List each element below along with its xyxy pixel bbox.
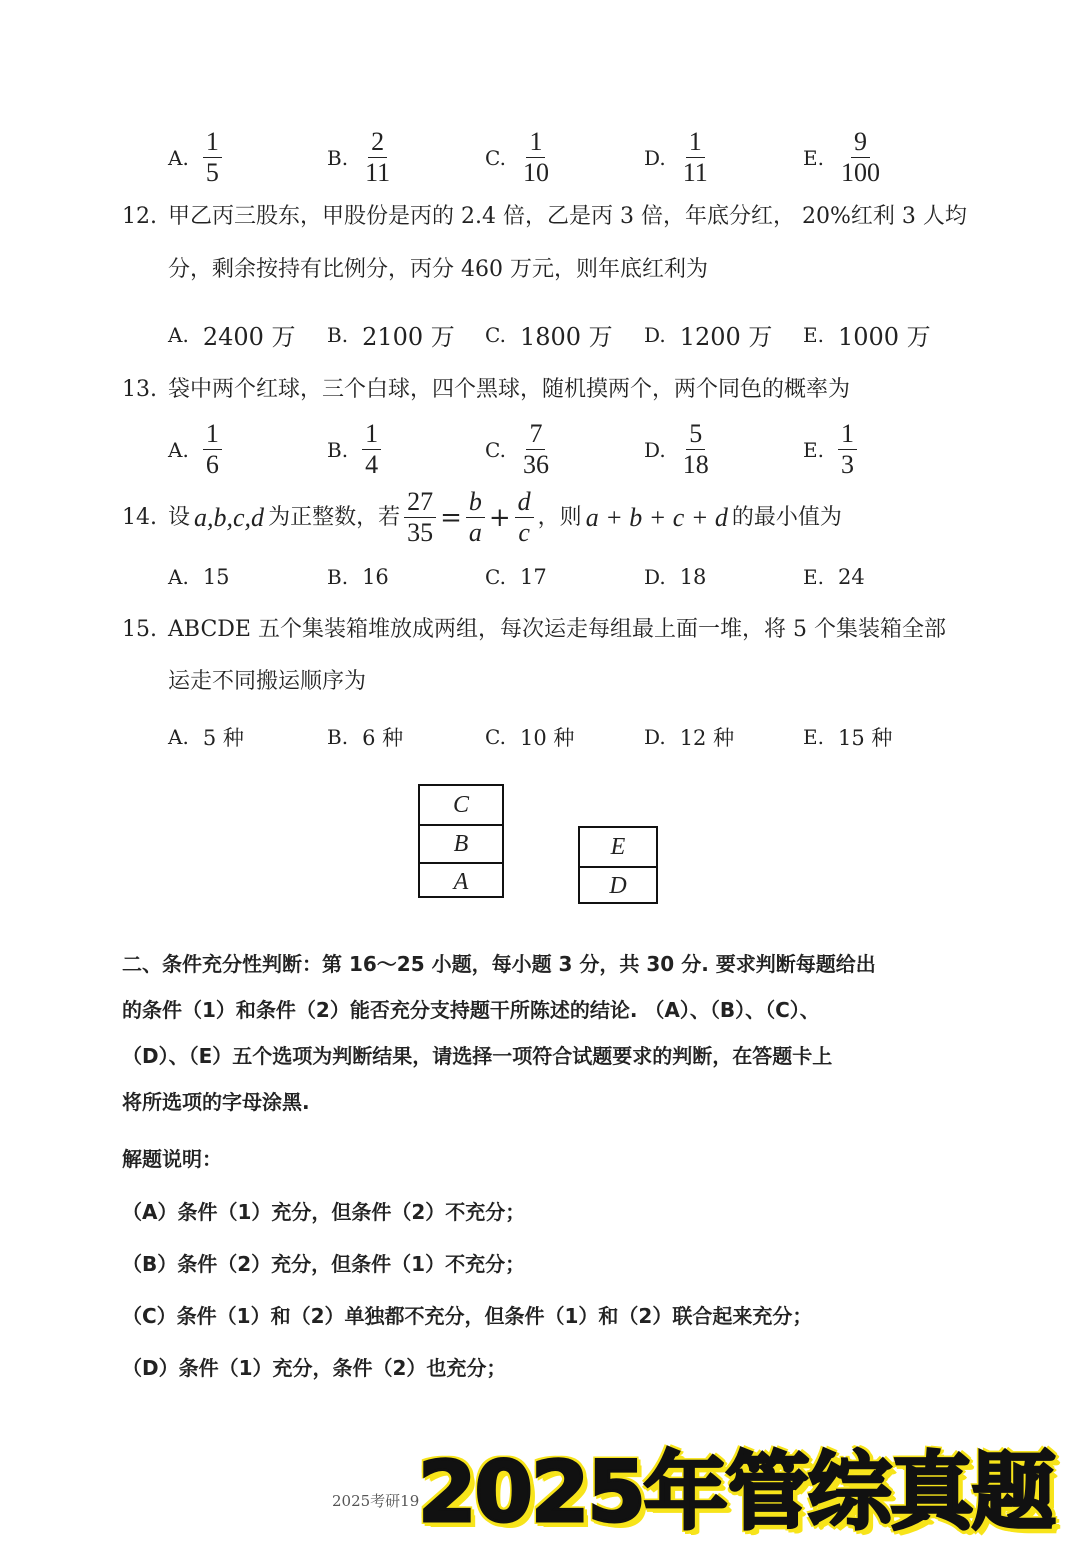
q12-text-line2: 分，剩余按持有比例分，丙分 460 万元，则年底红利为 <box>168 257 708 282</box>
q15-number: 15. <box>122 617 157 642</box>
option-label: E. <box>803 145 824 170</box>
container-stack-1 <box>418 784 504 898</box>
container-e: E <box>610 833 626 860</box>
instruction-d: （D）条件（1）充分，条件（2）也充分； <box>122 1356 507 1380</box>
page-footer: 2025考研19 <box>332 1492 420 1510</box>
q14-sum: a + b + c + d <box>585 502 728 532</box>
q12-option-b: B. 2100 万 <box>327 322 455 351</box>
container-d: D <box>580 866 656 904</box>
q13-option-d: D. $\frac{5}{18}$ <box>644 420 712 479</box>
title-banner: 2025年管综真题 <box>418 1443 1054 1541</box>
q15-option-b: B. 6 种 <box>327 725 404 750</box>
section2-intro-line3: （D）、（E）五个选项为判断结果，请选择一项符合试题要求的判断，在答题卡上 <box>122 1044 833 1068</box>
fraction: $\frac{5}{18}$ <box>682 419 709 479</box>
fraction: $\frac{d}{c}$ <box>515 488 534 547</box>
q13-option-b: B. $\frac{1}{4}$ <box>327 420 381 479</box>
q13-option-e: E. $\frac{1}{3}$ <box>803 420 857 479</box>
q14-text: 设 a,b,c,d 为正整数，若 $\frac{27}{35}$ = $\frac{b}{a}$ + $\frac{d}{c}$ ，则 a + b + c + d 的最小值为 <box>168 487 842 547</box>
q14-option-a: A. 15 <box>168 565 230 589</box>
instruction-a: （A）条件（1）充分，但条件（2）不充分； <box>122 1200 526 1224</box>
q11-option-d <box>644 128 711 187</box>
fraction: $\frac{1}{6}$ <box>203 420 222 479</box>
q12-text-line1: 甲乙丙三股东，甲股份是丙的 2.4 倍，乙是丙 3 倍，年底分红， 20%红利 3 人均 <box>168 204 967 229</box>
q12-option-e: E. 1000 万 <box>803 322 931 351</box>
q13-option-c: C. $\frac{7}{36}$ <box>485 420 552 479</box>
option-label: C. <box>485 145 506 170</box>
q11-option-a <box>168 128 222 187</box>
fraction: $\frac{2}{11}$ <box>365 127 391 187</box>
q12-option-a: A. 2400 万 <box>168 322 296 351</box>
q15-option-c: C. 10 种 <box>485 725 575 750</box>
q12-option-d: D. 1200 万 <box>644 322 773 351</box>
q11-option-b <box>327 128 393 187</box>
container-stack-2 <box>578 826 658 904</box>
instruction-c: （C）条件（1）和（2）单独都不充分，但条件（1）和（2）联合起来充分； <box>122 1304 813 1328</box>
q11-option-e <box>803 128 883 187</box>
q14-option-d: D. 18 <box>644 565 707 589</box>
fraction: $\frac{1}{11}$ <box>682 127 708 187</box>
fraction: $\frac{1}{5}$ <box>203 128 222 187</box>
q14-option-c: C. 17 <box>485 565 547 589</box>
instructions-heading: 解题说明： <box>122 1147 222 1171</box>
q14-number: 14. <box>122 505 157 530</box>
section2-intro-line4: 将所选项的字母涂黑. <box>122 1090 310 1114</box>
container-a: A <box>420 862 502 900</box>
q15-option-d: D. 12 种 <box>644 725 735 750</box>
fraction: $\frac{b}{a}$ <box>466 488 485 547</box>
option-label: D. <box>644 145 666 170</box>
fraction: $\frac{27}{35}$ <box>404 488 436 547</box>
q15-text-line2: 运走不同搬运顺序为 <box>168 669 367 694</box>
fraction: $\frac{7}{36}$ <box>522 419 549 479</box>
q14-option-b: B. 16 <box>327 565 389 589</box>
q13-text: 袋中两个红球，三个白球，四个黑球，随机摸两个，两个同色的概率为 <box>168 377 851 402</box>
q14-option-e: E. 24 <box>803 565 865 589</box>
q13-number: 13. <box>122 377 157 402</box>
container-b: B <box>420 824 502 862</box>
option-label: A. <box>168 145 189 170</box>
q12-number: 12. <box>122 204 157 229</box>
q13-option-a: A. $\frac{1}{6}$ <box>168 420 222 479</box>
section2-intro-line1: 二、条件充分性判断：第 16～25 小题，每小题 3 分，共 30 分. 要求判断每题给出 <box>122 952 876 976</box>
section2-intro-line2: 的条件（1）和条件（2）能否充分支持题干所陈述的结论. （A）、（B）、（C）、 <box>122 998 820 1022</box>
fraction: $\frac{1}{3}$ <box>838 420 857 479</box>
option-label: B. <box>327 145 349 170</box>
q15-option-e: E. 15 种 <box>803 725 893 750</box>
fraction: $\frac{1}{10}$ <box>522 127 549 187</box>
q15-option-a: A. 5 种 <box>168 725 244 750</box>
fraction: $\frac{9}{100}$ <box>840 127 880 187</box>
container-c: C <box>452 791 469 818</box>
q14-variables: a,b,c,d <box>194 502 265 532</box>
fraction: $\frac{1}{4}$ <box>362 420 381 479</box>
q11-option-c <box>485 128 552 187</box>
instruction-b: （B）条件（2）充分，但条件（1）不充分； <box>122 1252 526 1276</box>
q15-text-line1: ABCDE 五个集装箱堆放成两组，每次运走每组最上面一堆，将 5 个集装箱全部 <box>168 617 946 642</box>
q12-option-c: C. 1800 万 <box>485 322 613 351</box>
